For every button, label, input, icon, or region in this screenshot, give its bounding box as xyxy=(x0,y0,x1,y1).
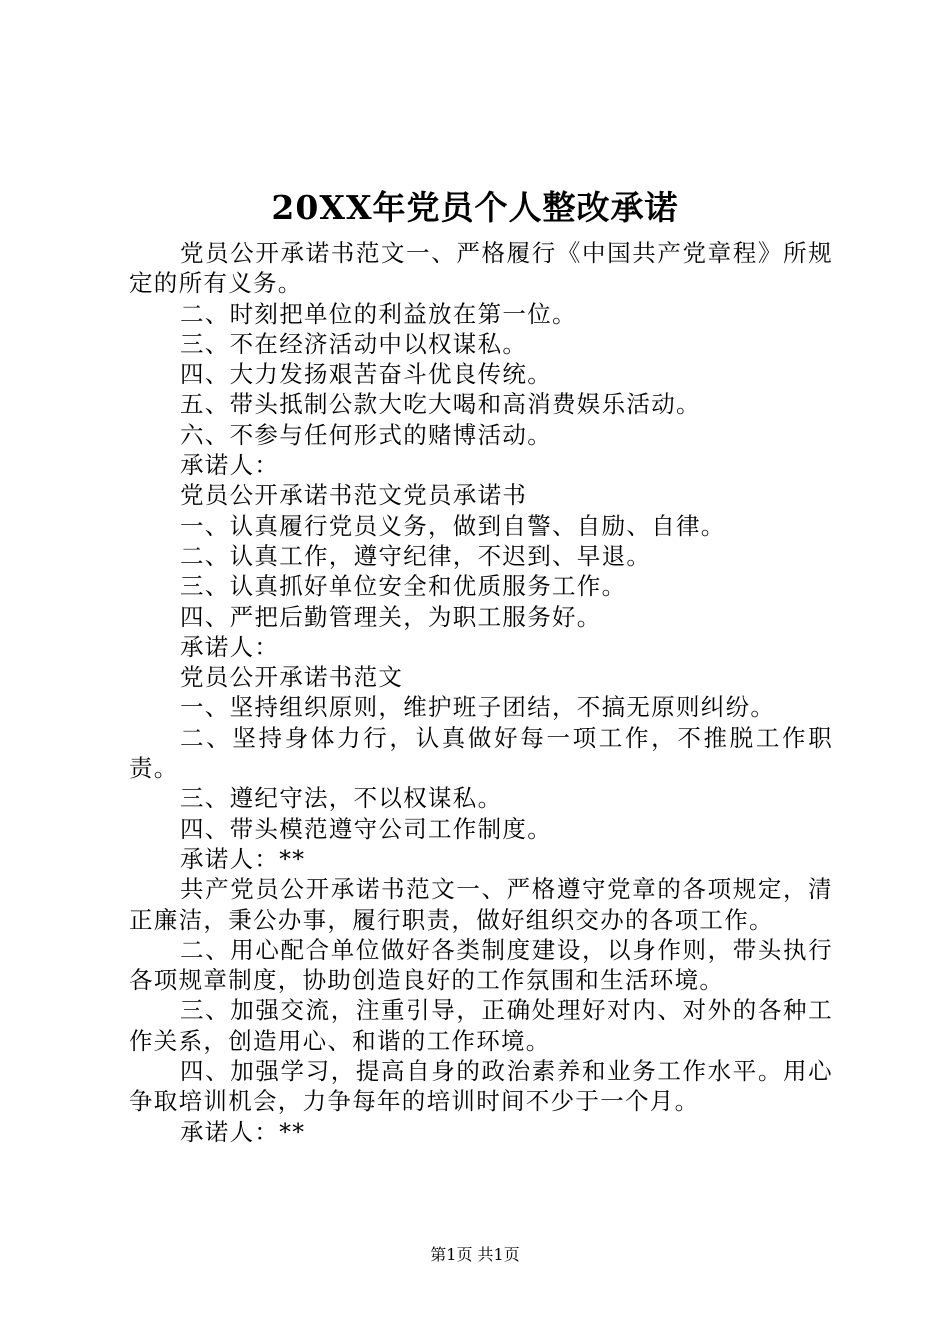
document-body xyxy=(129,238,833,1147)
paragraph: 四、带头模范遵守公司工作制度。 xyxy=(180,814,552,843)
paragraph: 一、坚持组织原则，维护班子团结，不搞无原则纠纷。 xyxy=(180,693,776,722)
paragraph: 四、严把后勤管理关，为职工服务好。 xyxy=(180,602,602,631)
paragraph: 共产党员公开承诺书范文一、严格遵守党章的各项规定，清正廉洁，秉公办事，履行职责，做好组织交办的各项工作。 xyxy=(129,875,833,934)
paragraph: 一、认真履行党员义务，做到自警、自励、自律。 xyxy=(180,511,726,540)
paragraph: 二、坚持身体力行，认真做好每一项工作，不推脱工作职责。 xyxy=(129,723,833,783)
paragraph: 四、加强学习，提高自身的政治素养和业务工作水平。用心争取培训机会，力争每年的培训时间不少于一个月。 xyxy=(129,1057,833,1116)
paragraph: 三、认真抓好单位安全和优质服务工作。 xyxy=(180,572,627,601)
section-heading: 党员公开承诺书范文党员承诺书 xyxy=(180,481,528,510)
page-number-footer: 第1页 共1页 xyxy=(430,1245,520,1264)
paragraph: 党员公开承诺书范文一、严格履行《中国共产党章程》所规定的所有义务。 xyxy=(129,239,833,298)
document-title: 20XX年党员个人整改承诺 xyxy=(271,188,679,227)
paragraph: 三、不在经济活动中以权谋私。 xyxy=(180,329,528,358)
paragraph: 六、不参与任何形式的赌博活动。 xyxy=(180,420,552,449)
signature-line: 承诺人：** xyxy=(180,1117,306,1146)
paragraph: 五、带头抵制公款大吃大喝和高消费娱乐活动。 xyxy=(180,390,701,419)
paragraph: 四、大力发扬艰苦奋斗优良传统。 xyxy=(180,360,552,389)
section-heading: 党员公开承诺书范文 xyxy=(180,663,404,692)
paragraph: 二、时刻把单位的利益放在第一位。 xyxy=(180,299,577,328)
paragraph: 三、遵纪守法，不以权谋私。 xyxy=(180,784,503,813)
paragraph: 二、用心配合单位做好各类制度建设，以身作则，带头执行各项规章制度，协助创造良好的工作氛围和生活环境。 xyxy=(129,935,833,995)
paragraph: 三、加强交流，注重引导，正确处理好对内、对外的各种工作关系，创造用心、和谐的工作环境。 xyxy=(129,996,833,1055)
signature-line: 承诺人： xyxy=(180,632,280,661)
paragraph: 二、认真工作，遵守纪律，不迟到、早退。 xyxy=(180,541,652,570)
signature-line: 承诺人：** xyxy=(180,844,306,873)
signature-line: 承诺人： xyxy=(180,451,280,480)
